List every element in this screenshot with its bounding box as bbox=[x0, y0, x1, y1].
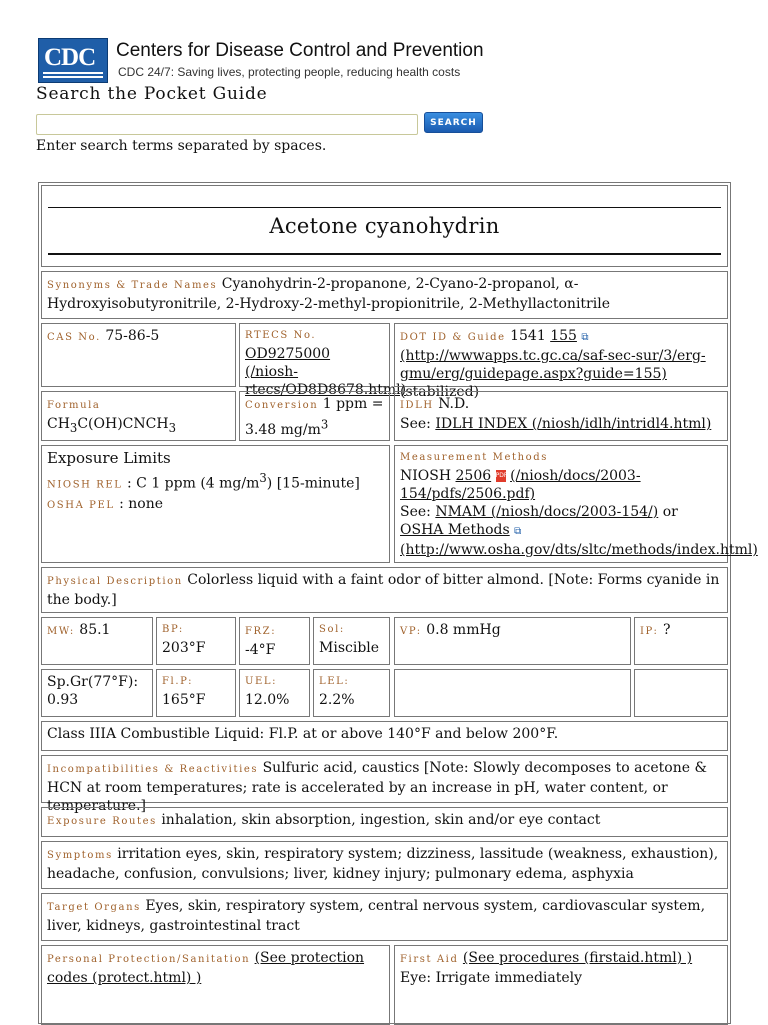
ip-cell bbox=[634, 617, 728, 665]
target-value: Eyes, skin, respiratory system, central nervous system, cardiovascular system, liver, kidneys, gastrointestinal tract bbox=[47, 898, 706, 934]
methods-niosh-number-link[interactable]: 2506 bbox=[455, 468, 492, 484]
dot-note: (stabilized) bbox=[400, 384, 480, 400]
methods-niosh-url[interactable]: (/niosh/docs/2003-154/pdfs/2506.pdf) bbox=[400, 468, 641, 502]
synonyms-label: Synonyms & Trade Names bbox=[47, 280, 218, 291]
formula-label: Formula bbox=[47, 400, 101, 411]
sol-label: Sol: bbox=[319, 624, 345, 635]
external-link-icon: ⧉ bbox=[514, 526, 522, 537]
niosh-rel-row bbox=[47, 469, 384, 495]
firstaid-label: First Aid bbox=[400, 954, 459, 965]
formula-part: C(OH)CNCH bbox=[77, 416, 169, 432]
class-value: Class IIIA Combustible Liquid: Fl.P. at or above 140°F and below 200°F. bbox=[47, 726, 559, 742]
exposure-routes-cell bbox=[41, 807, 728, 837]
ip-value: ? bbox=[662, 622, 671, 638]
logo-stripe bbox=[43, 72, 103, 74]
conversion-label: Conversion bbox=[245, 400, 319, 411]
title-rule-top bbox=[48, 207, 721, 208]
cas-value: 75-86-5 bbox=[105, 328, 160, 344]
pdf-icon: PDF bbox=[496, 470, 506, 482]
methods-niosh: NIOSH bbox=[400, 468, 452, 484]
cas-cell bbox=[41, 323, 236, 387]
bp-cell bbox=[156, 617, 236, 665]
site-header bbox=[38, 38, 738, 86]
firstaid-eye-value: Irrigate immediately bbox=[435, 970, 583, 986]
idlh-see: See: bbox=[400, 416, 431, 432]
osha-pel-row bbox=[47, 495, 384, 515]
logo-stripe bbox=[43, 76, 103, 78]
methods-or: or bbox=[662, 504, 678, 520]
search-hint: Enter search terms separated by spaces. bbox=[36, 138, 327, 154]
niosh-rel-tail: ) [15-minute] bbox=[266, 475, 360, 492]
lel-cell bbox=[313, 669, 390, 717]
symptoms-cell bbox=[41, 841, 728, 889]
formula-subscript: 3 bbox=[69, 420, 78, 435]
idlh-index-link[interactable]: IDLH INDEX (/niosh/idlh/intridl4.html) bbox=[435, 416, 712, 432]
protection-codes-link[interactable]: (See protection codes (protect.html) ) bbox=[47, 950, 365, 986]
frz-label: FRZ: bbox=[245, 626, 277, 637]
osha-methods-link[interactable]: OSHA Methods bbox=[400, 522, 510, 538]
chemical-title-cell bbox=[41, 185, 728, 267]
dot-cell bbox=[394, 323, 728, 400]
formula-value bbox=[47, 416, 176, 435]
first-aid-procedures-link[interactable]: (See procedures (firstaid.html) ) bbox=[462, 950, 693, 966]
empty-cell bbox=[394, 669, 631, 717]
formula-subscript: 3 bbox=[168, 420, 176, 435]
osha-pel-label: OSHA PEL bbox=[47, 499, 115, 511]
mw-label: MW: bbox=[47, 626, 75, 637]
uel-value: 12.0% bbox=[245, 692, 290, 708]
uel-label: UEL: bbox=[245, 676, 278, 687]
cas-label: CAS No. bbox=[47, 332, 101, 343]
external-link-icon: ⧉ bbox=[581, 332, 589, 343]
target-organs-cell bbox=[41, 893, 728, 941]
routes-label: Exposure Routes bbox=[47, 816, 157, 827]
class-cell bbox=[41, 721, 728, 751]
niosh-rel-label: NIOSH REL bbox=[47, 479, 123, 491]
niosh-rel-sup: 3 bbox=[259, 471, 267, 485]
org-name[interactable]: Centers for Disease Control and Prevention bbox=[116, 40, 484, 61]
idlh-cell bbox=[394, 391, 728, 441]
methods-see: See: bbox=[400, 504, 431, 520]
org-tagline: CDC 24/7: Saving lives, protecting people, reducing health costs bbox=[118, 65, 461, 79]
conversion-sup: 3 bbox=[320, 417, 329, 431]
niosh-rel-value: : C 1 ppm (4 mg/m bbox=[126, 475, 260, 492]
incompat-label: Incompatibilities & Reactivities bbox=[47, 764, 259, 775]
first-aid-cell bbox=[394, 945, 728, 1025]
physical-label: Physical Description bbox=[47, 576, 183, 587]
bp-label: BP: bbox=[162, 624, 184, 635]
physical-value: Colorless liquid with a faint odor of bitter almond. [Note: Forms cyanide in the body.] bbox=[47, 572, 720, 608]
flp-cell bbox=[156, 669, 236, 717]
rtecs-link[interactable]: OD9275000 (/niosh-rtecs/OD8D8678.html) bbox=[245, 346, 407, 398]
dot-guide-link[interactable]: 155 bbox=[550, 328, 577, 344]
vp-value: 0.8 mmHg bbox=[426, 622, 501, 638]
spgr-value: Sp.Gr(77°F): 0.93 bbox=[47, 674, 139, 708]
empty-cell bbox=[634, 669, 728, 717]
frz-value: -4°F bbox=[245, 642, 276, 658]
cdc-logo[interactable] bbox=[38, 38, 108, 83]
search-input[interactable] bbox=[36, 114, 418, 135]
target-label: Target Organs bbox=[47, 902, 141, 913]
frz-cell bbox=[239, 617, 310, 665]
conversion-cell bbox=[239, 391, 390, 441]
uel-cell bbox=[239, 669, 310, 717]
chemical-guide-table bbox=[38, 182, 758, 1024]
mw-value: 85.1 bbox=[79, 622, 111, 638]
dot-id: 1541 bbox=[510, 328, 546, 344]
methods-label: Measurement Methods bbox=[400, 452, 548, 463]
title-rule-bottom bbox=[48, 253, 721, 255]
cdc-logo-text: CDC bbox=[44, 44, 96, 71]
dot-guide-url[interactable]: (http://wwwapps.tc.gc.ca/saf-sec-sur/3/erg-gmu/erg/guidepage.aspx?guide=155) bbox=[400, 348, 706, 382]
measurement-methods-cell bbox=[394, 445, 758, 563]
incompat-value: Sulfuric acid, caustics [Note: Slowly decomposes to acetone & HCN at room temperatures; rate is accelerated by an increase in pH, water content, or temperature.] bbox=[47, 760, 707, 814]
bp-value: 203°F bbox=[162, 640, 206, 656]
lel-label: LEL: bbox=[319, 676, 350, 687]
physical-description-cell bbox=[41, 567, 728, 613]
formula-part: CH bbox=[47, 416, 70, 432]
osha-methods-url[interactable]: (http://www.osha.gov/dts/sltc/methods/index.html) bbox=[400, 542, 758, 558]
ppe-label: Personal Protection/Sanitation bbox=[47, 954, 251, 965]
synonyms-value: Cyanohydrin-2-propanone, 2-Cyano-2-propanol, α-Hydroxyisobutyronitrile, 2-Hydroxy-2-methyl-propionitrile, 2-Methyllactonitrile bbox=[47, 276, 610, 312]
lel-value: 2.2% bbox=[319, 692, 355, 708]
vp-cell bbox=[394, 617, 631, 665]
exposure-limits-title: Exposure Limits bbox=[47, 449, 171, 467]
spgr-cell bbox=[41, 669, 153, 717]
flp-value: 165°F bbox=[162, 692, 206, 708]
osha-pel-value: : none bbox=[119, 495, 164, 512]
routes-value: inhalation, skin absorption, ingestion, skin and/or eye contact bbox=[161, 812, 601, 828]
idlh-value: N.D. bbox=[438, 396, 470, 412]
personal-protection-cell bbox=[41, 945, 390, 1025]
sol-value: Miscible bbox=[319, 640, 380, 656]
incompatibilities-cell bbox=[41, 755, 728, 814]
rtecs-label: RTECS No. bbox=[245, 330, 317, 341]
synonyms-cell bbox=[41, 271, 728, 319]
ip-label: IP: bbox=[640, 626, 659, 637]
firstaid-eye-label: Eye: bbox=[400, 970, 432, 986]
mw-cell bbox=[41, 617, 153, 665]
symptoms-label: Symptoms bbox=[47, 850, 113, 861]
dot-label: DOT ID & Guide bbox=[400, 332, 506, 343]
rtecs-cell bbox=[239, 323, 407, 398]
idlh-label: IDLH bbox=[400, 400, 434, 411]
flp-label: Fl.P: bbox=[162, 676, 194, 687]
search-heading: Search the Pocket Guide bbox=[36, 84, 268, 104]
nmam-link[interactable]: NMAM (/niosh/docs/2003-154/) bbox=[435, 504, 659, 520]
formula-cell bbox=[41, 391, 236, 441]
search-button[interactable]: SEARCH bbox=[424, 112, 483, 133]
chemical-name: Acetone cyanohydrin bbox=[269, 214, 500, 238]
conversion-text: 1 ppm = 3.48 mg/m bbox=[245, 396, 384, 438]
symptoms-value: irritation eyes, skin, respiratory system; dizziness, lassitude (weakness, exhaustion), headache, confusion, convulsions; liver, kidney injury; pulmonary edema, asphyxia bbox=[47, 846, 719, 882]
vp-label: VP: bbox=[400, 626, 422, 637]
sol-cell bbox=[313, 617, 390, 665]
exposure-limits-cell bbox=[41, 445, 390, 563]
